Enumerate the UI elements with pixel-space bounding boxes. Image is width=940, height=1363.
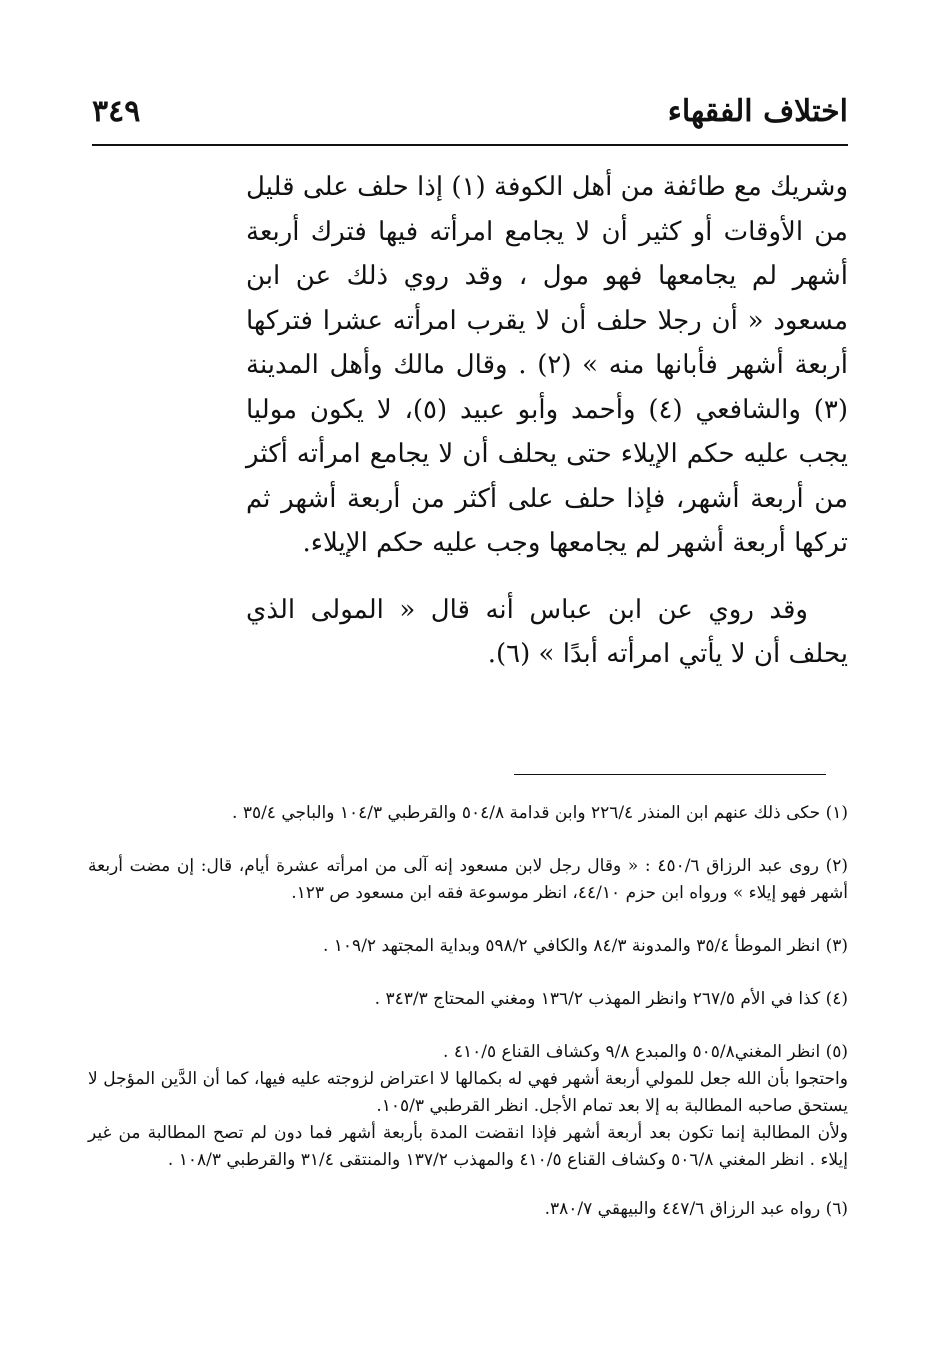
footnote-separator: [514, 774, 826, 775]
footnote-5-line-1: (٥) انظر المغني٥٠٥/٨ والمبدع ٩/٨ وكشاف القناع ٤١٠/٥ .: [443, 1042, 848, 1062]
book-title: اختلاف الفقهاء: [667, 94, 848, 129]
footnote-5: [88, 1039, 848, 1174]
footnote-1: (١) حكى ذلك عنهم ابن المنذر ٢٢٦/٤ وابن قدامة ٥٠٤/٨ والقرطبي ١٠٤/٣ والباجي ٣٥/٤ .: [232, 803, 848, 823]
paragraph-2: وقد روي عن ابن عباس أنه قال « المولى الذي يحلف أن لا يأتي امرأته أبدًا » (٦).: [246, 594, 848, 669]
footnote-2: (٢) روى عبد الرزاق ٤٥٠/٦ : « وقال رجل لابن مسعود إنه آلى من امرأته عشرة أيام، قال: إن مضت أربعة أشهر فهو إيلاء » ورواه ابن حزم ٤٤/١٠، انظر موسوعة فقه ابن مسعود ص ١٢٣.: [88, 856, 848, 903]
page-number: ٣٤٩: [92, 94, 141, 129]
footnote-5-line-3: ولأن المطالبة إنما تكون بعد أربعة أشهر فإذا انقضت المدة بأربعة أشهر فما دون لم تصح المطالبة من غير إيلاء . انظر المغني ٥٠٦/٨ وكشاف القناع ٤١٠/٥ والمهذب ١٣٧/٢ والمنتقى ٣١/٤ والقرطبي ١٠٨/٣ .: [88, 1123, 848, 1170]
footnote-5-line-2: واحتجوا بأن الله جعل للمولي أربعة أشهر فهي له بكمالها لا اعتراض لزوجته عليه فيها، كما أن الدَّين المؤجل لا يستحق صاحبه المطالبة به إلا بعد تمام الأجل. انظر القرطبي ١٠٥/٣.: [88, 1069, 848, 1116]
footnote-3: (٣) انظر الموطأ ٣٥/٤ والمدونة ٨٤/٣ والكافي ٥٩٨/٢ وبداية المجتهد ١٠٩/٢ .: [322, 936, 848, 956]
footnote-6: (٦) رواه عبد الرزاق ٤٤٧/٦ والبيهقي ٣٨٠/٧.: [544, 1199, 848, 1219]
running-header: [92, 84, 848, 146]
paragraph-1: وشريك مع طائفة من أهل الكوفة (١) إذا حلف على قليل من الأوقات أو كثير أن لا يجامع امرأته فيها فترك أربعة أشهر لم يجامعها فهو مول ، وقد روي ذلك عن ابن مسعود « أن رجلا حلف أن لا يقرب امرأته عشرا فتركها أربعة أشهر فأبانها منه » (٢) . وقال مالك وأهل المدينة (٣) والشافعي (٤) وأحمد وأبو عبيد (٥)، لا يكون موليا يجب عليه حكم الإيلاء حتى يحلف أن لا يجامع امرأته أكثر من أربعة أشهر، فإذا حلف على أكثر من أربعة أشهر ثم تركها أربعة أشهر لم يجامعها وجب عليه حكم الإيلاء.: [246, 172, 849, 558]
footnotes: [88, 800, 848, 1249]
main-text: [246, 165, 848, 677]
footnote-4: (٤) كذا في الأم ٢٦٧/٥ وانظر المهذب ١٣٦/٢ ومغني المحتاج ٣٤٣/٣ .: [374, 989, 848, 1009]
